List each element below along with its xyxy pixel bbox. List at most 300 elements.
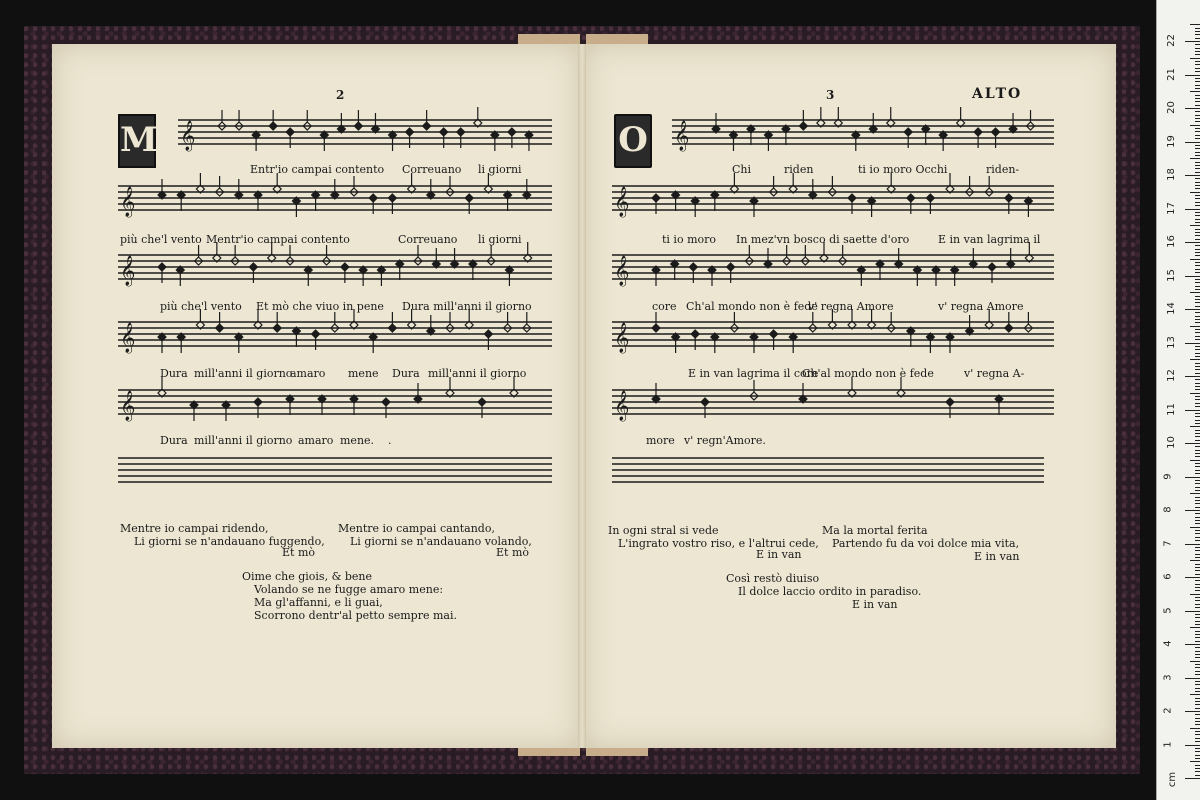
ruler-tick — [1195, 255, 1200, 256]
ruler-tick — [1190, 292, 1200, 293]
note-head — [770, 330, 778, 338]
verse-line: Li giorni se n'andauano volando, — [350, 535, 532, 548]
ruler-tick — [1195, 245, 1200, 246]
ruler-tick — [1195, 249, 1200, 250]
ruler-unit: cm — [1167, 771, 1179, 788]
ruler-tick — [1185, 142, 1200, 143]
lyric: mill'anni il giorno — [194, 367, 293, 380]
ruler-tick — [1195, 172, 1200, 173]
note-head — [689, 263, 697, 271]
verse-line: Mentre io campai cantando, — [338, 522, 495, 535]
note-head — [254, 398, 262, 406]
ruler-tick — [1190, 426, 1200, 427]
ruler-tick — [1195, 597, 1200, 598]
ruler-tick — [1195, 195, 1200, 196]
ruler-tick — [1195, 771, 1200, 772]
ruler-tick — [1195, 708, 1200, 709]
ruler-tick — [1195, 34, 1200, 35]
note-head — [369, 194, 377, 202]
staff — [612, 173, 1054, 218]
ruler-tick — [1195, 440, 1200, 441]
ruler-tick — [1195, 436, 1200, 437]
ruler-tick — [1195, 607, 1200, 608]
verse-line: L'ingrato vostro riso, e l'altrui cede, — [618, 537, 819, 550]
ruler-tick — [1195, 212, 1200, 213]
ruler-tick — [1195, 346, 1200, 347]
ruler-tick — [1195, 714, 1200, 715]
right-page-number: 3 — [826, 88, 835, 102]
note-head — [727, 263, 735, 271]
ruler-tick — [1185, 309, 1200, 310]
lyric: Correuano — [402, 163, 462, 176]
ruler-label: 18 — [1165, 168, 1177, 181]
ruler-label: 14 — [1165, 302, 1177, 315]
note-head — [388, 324, 396, 332]
lyric: Ch'al mondo non è fede — [802, 367, 934, 380]
ruler-tick — [1195, 48, 1200, 49]
ruler-tick — [1195, 319, 1200, 320]
ruler-tick — [1195, 168, 1200, 169]
ruler-tick — [1195, 688, 1200, 689]
ruler-tick — [1195, 332, 1200, 333]
ruler-tick — [1195, 520, 1200, 521]
ruler-tick — [1195, 182, 1200, 183]
clef-symbol: 𝄞 — [120, 187, 136, 217]
verse-line: Oime che giois, & bene — [242, 570, 372, 583]
lyric: Et mò che viuo in pene — [256, 300, 384, 313]
ruler-tick — [1195, 530, 1200, 531]
ruler-tick — [1195, 466, 1200, 467]
staff — [612, 242, 1054, 287]
ruler-tick — [1195, 272, 1200, 273]
staff — [612, 377, 1054, 422]
note-head — [974, 128, 982, 136]
note-head — [988, 263, 996, 271]
ruler-tick — [1190, 259, 1200, 260]
note-head — [1005, 194, 1013, 202]
ruler-tick — [1195, 386, 1200, 387]
ruler-tick — [1195, 775, 1200, 776]
note-head — [848, 194, 856, 202]
ruler-tick — [1195, 674, 1200, 675]
verse-line: Scorrono dentr'al petto sempre mai. — [254, 609, 457, 622]
lyric: v' regna Amore — [938, 300, 1024, 313]
ruler-tick — [1190, 158, 1200, 159]
decorated-initial-right: O — [614, 114, 652, 168]
lyric: ti io moro — [662, 233, 717, 246]
lyric: . — [388, 434, 392, 447]
ruler-tick — [1195, 641, 1200, 642]
note-head — [249, 263, 257, 271]
verse-line: Ma la mortal ferita — [822, 524, 928, 537]
lyric: amaro — [298, 434, 334, 447]
ruler-tick — [1195, 587, 1200, 588]
ruler-tick — [1195, 564, 1200, 565]
clef-symbol: 𝄞 — [614, 187, 630, 217]
ruler-tick — [1195, 51, 1200, 52]
verse-line: Volando se ne fugge amaro mene: — [254, 583, 444, 596]
ruler-tick — [1195, 95, 1200, 96]
staff — [118, 309, 552, 354]
ruler-tick — [1195, 570, 1200, 571]
ruler-tick — [1190, 393, 1200, 394]
ruler-tick — [1195, 296, 1200, 297]
note-head — [457, 128, 465, 136]
ruler-tick — [1195, 145, 1200, 146]
clef-symbol: 𝄞 — [120, 256, 136, 286]
ruler-tick — [1195, 450, 1200, 451]
ruler-tick — [1195, 671, 1200, 672]
ruler-tick — [1195, 202, 1200, 203]
lyric: E in van lagrima il core — [688, 367, 819, 380]
ruler-tick — [1185, 678, 1200, 679]
ruler-tick — [1195, 698, 1200, 699]
ruler-tick — [1195, 222, 1200, 223]
ruler-tick — [1195, 219, 1200, 220]
ruler-tick — [1195, 329, 1200, 330]
ruler-tick — [1195, 480, 1200, 481]
staff — [672, 107, 1054, 152]
lyric: core — [652, 300, 677, 313]
ruler-label: 8 — [1162, 506, 1174, 513]
ruler-tick — [1195, 128, 1200, 129]
decorated-initial-left: M — [118, 114, 156, 168]
lyric: Ch'al mondo non è fede — [686, 300, 818, 313]
lyric: more — [646, 434, 675, 447]
ruler-tick — [1195, 312, 1200, 313]
note-head — [508, 128, 516, 136]
note-head — [341, 263, 349, 271]
ruler-tick — [1185, 477, 1200, 478]
ruler-tick — [1195, 306, 1200, 307]
ruler-tick — [1195, 423, 1200, 424]
ruler-tick — [1195, 111, 1200, 112]
verse-line: Partendo fu da voi dolce mia vita, — [832, 537, 1020, 550]
ruler-tick — [1195, 433, 1200, 434]
ruler-tick — [1185, 376, 1200, 377]
ruler-tick — [1190, 694, 1200, 695]
ruler-tick — [1190, 326, 1200, 327]
ruler-tick — [1195, 85, 1200, 86]
ruler-tick — [1195, 731, 1200, 732]
ruler-tick — [1195, 81, 1200, 82]
clef-symbol: 𝄞 — [120, 323, 136, 353]
ruler-tick — [1195, 483, 1200, 484]
note-head — [406, 128, 414, 136]
note-head — [382, 398, 390, 406]
ruler-tick — [1195, 356, 1200, 357]
ruler-tick — [1195, 286, 1200, 287]
ruler-tick — [1190, 728, 1200, 729]
ruler-tick — [1195, 547, 1200, 548]
ruler-label: 13 — [1165, 335, 1177, 349]
ruler-tick — [1195, 617, 1200, 618]
ruler-tick — [1195, 557, 1200, 558]
ruler-tick — [1195, 188, 1200, 189]
clef-symbol: 𝄞 — [614, 256, 630, 286]
lyric: Chi — [732, 163, 752, 176]
ruler-tick — [1190, 627, 1200, 628]
ruler-tick — [1195, 624, 1200, 625]
lyric: Dura — [392, 367, 420, 380]
ruler-tick — [1190, 594, 1200, 595]
ruler-tick — [1190, 493, 1200, 494]
ruler-tick — [1195, 704, 1200, 705]
ruler-tick — [1195, 232, 1200, 233]
note-head — [926, 194, 934, 202]
ruler-tick — [1190, 58, 1200, 59]
ruler-tick — [1195, 336, 1200, 337]
ruler-tick — [1185, 644, 1200, 645]
lyric: li giorni — [478, 233, 522, 246]
verse-line: Così restò diuiso — [726, 572, 820, 585]
ruler-tick — [1195, 399, 1200, 400]
ruler-tick — [1190, 225, 1200, 226]
ruler-tick — [1195, 631, 1200, 632]
ruler-tick — [1195, 718, 1200, 719]
ruler-tick — [1190, 527, 1200, 528]
ruler-tick — [1195, 580, 1200, 581]
note-head — [478, 398, 486, 406]
ruler-tick — [1195, 755, 1200, 756]
ruler-label: 3 — [1162, 673, 1174, 681]
verse-line: Li giorni se n'andauano fuggendo, — [134, 535, 325, 548]
ruler-tick — [1195, 463, 1200, 464]
staff — [178, 107, 552, 152]
ruler-tick — [1185, 443, 1200, 444]
ruler-tick — [1195, 403, 1200, 404]
ruler-label: 7 — [1162, 539, 1174, 547]
note-head — [484, 330, 492, 338]
ruler-tick — [1195, 500, 1200, 501]
ruler-tick — [1195, 185, 1200, 186]
ruler-tick — [1195, 316, 1200, 317]
ruler-tick — [1185, 611, 1200, 612]
ruler-tick — [1195, 651, 1200, 652]
ruler-tick — [1190, 761, 1200, 762]
ruler-label: 15 — [1165, 268, 1177, 282]
ruler-label: 22 — [1165, 34, 1177, 47]
ruler-tick — [1195, 681, 1200, 682]
ruler-tick — [1195, 44, 1200, 45]
ruler-tick — [1195, 738, 1200, 739]
ruler-tick — [1195, 229, 1200, 230]
ruler-tick — [1190, 91, 1200, 92]
ruler-tick — [1195, 621, 1200, 622]
ruler-tick — [1195, 369, 1200, 370]
note-head — [691, 330, 699, 338]
ruler-tick — [1195, 684, 1200, 685]
ruler-tick — [1195, 215, 1200, 216]
lyric: Dura mill'anni il giorno — [402, 300, 532, 313]
ruler-tick — [1185, 510, 1200, 511]
lyric: amaro — [290, 367, 326, 380]
note-head — [652, 324, 660, 332]
ruler-tick — [1195, 353, 1200, 354]
ruler-tick — [1195, 379, 1200, 380]
ruler-label: 1 — [1162, 740, 1174, 748]
clef-symbol: 𝄞 — [674, 121, 690, 151]
ruler-tick — [1185, 209, 1200, 210]
ruler-tick — [1190, 192, 1200, 193]
verse-line: Ma gl'affanni, e li guai, — [254, 596, 383, 609]
ruler-tick — [1195, 765, 1200, 766]
ruler-tick — [1195, 406, 1200, 407]
ruler-tick — [1195, 105, 1200, 106]
staff — [612, 309, 1054, 354]
staff — [118, 377, 552, 422]
ruler-tick — [1195, 691, 1200, 692]
ruler-tick — [1195, 507, 1200, 508]
ruler-tick — [1195, 366, 1200, 367]
ruler-tick — [1195, 513, 1200, 514]
staff — [612, 458, 1044, 482]
ruler-tick — [1195, 71, 1200, 72]
note-head — [269, 122, 277, 130]
ruler-tick — [1195, 574, 1200, 575]
ruler-label: 4 — [1162, 640, 1174, 647]
measuring-ruler — [1156, 0, 1200, 800]
ruler-label: 20 — [1165, 101, 1177, 114]
ruler-tick — [1195, 54, 1200, 55]
ruler-tick — [1185, 410, 1200, 411]
ruler-tick — [1195, 647, 1200, 648]
ruler-tick — [1195, 121, 1200, 122]
ruler-tick — [1195, 517, 1200, 518]
ruler-tick — [1195, 473, 1200, 474]
ruler-tick — [1185, 778, 1200, 779]
ruler-tick — [1195, 322, 1200, 323]
ruler-tick — [1195, 453, 1200, 454]
ruler-tick — [1195, 416, 1200, 417]
ruler-tick — [1190, 24, 1200, 25]
verse-line: E in van — [756, 548, 802, 561]
ruler-tick — [1195, 302, 1200, 303]
ruler-tick — [1195, 550, 1200, 551]
ruler-tick — [1195, 667, 1200, 668]
ruler-label: 21 — [1165, 67, 1177, 81]
ruler-tick — [1190, 460, 1200, 461]
ruler-tick — [1185, 41, 1200, 42]
ruler-tick — [1185, 745, 1200, 746]
ruler-tick — [1195, 252, 1200, 253]
verse-line: In ogni stral si vede — [608, 524, 719, 537]
ruler-tick — [1195, 724, 1200, 725]
ruler-tick — [1195, 600, 1200, 601]
ruler-tick — [1185, 544, 1200, 545]
ruler-tick — [1195, 78, 1200, 79]
ruler-tick — [1195, 64, 1200, 65]
lyric: mene — [348, 367, 379, 380]
clef-symbol: 𝄞 — [120, 391, 136, 421]
ruler-label: 16 — [1165, 235, 1177, 248]
lyric: mill'anni il giorno — [194, 434, 293, 447]
ruler-tick — [1195, 339, 1200, 340]
lyric: In mez'vn bosco di saette d'oro — [736, 233, 910, 246]
verse-line: Et mò — [282, 546, 315, 559]
ruler-label: 11 — [1165, 402, 1177, 416]
ruler-tick — [1195, 758, 1200, 759]
ruler-tick — [1185, 175, 1200, 176]
note-head — [388, 194, 396, 202]
ruler-tick — [1195, 523, 1200, 524]
ruler-tick — [1195, 31, 1200, 32]
note-head — [286, 128, 294, 136]
lyric: Dura — [160, 434, 188, 447]
ruler-tick — [1195, 741, 1200, 742]
ruler-tick — [1195, 38, 1200, 39]
verse-line: Mentre io campai ridendo, — [120, 522, 269, 535]
lyric: mill'anni il giorno — [428, 367, 527, 380]
note-head — [158, 263, 166, 271]
ruler-tick — [1195, 162, 1200, 163]
ruler-tick — [1195, 701, 1200, 702]
note-head — [216, 324, 224, 332]
ruler-tick — [1190, 661, 1200, 662]
ruler-tick — [1195, 88, 1200, 89]
ruler-tick — [1185, 276, 1200, 277]
ruler-tick — [1195, 503, 1200, 504]
staff — [118, 242, 552, 287]
ruler-tick — [1195, 363, 1200, 364]
lyric: Entr'io campai contento — [250, 163, 385, 176]
ruler-label: 19 — [1165, 134, 1177, 148]
lyric: ti io moro Occhi — [858, 163, 948, 176]
verse-line: Il dolce laccio ordito in paradiso. — [738, 585, 922, 598]
ruler-tick — [1195, 279, 1200, 280]
ruler-tick — [1195, 138, 1200, 139]
ruler-tick — [1195, 584, 1200, 585]
lyric: mene. — [340, 434, 375, 447]
lyric: più che'l vento — [160, 300, 242, 313]
ruler-tick — [1195, 533, 1200, 534]
verse-line: Et mò — [496, 546, 529, 559]
ruler-tick — [1195, 637, 1200, 638]
ruler-tick — [1195, 235, 1200, 236]
ruler-tick — [1195, 131, 1200, 132]
ruler-tick — [1190, 359, 1200, 360]
ruler-tick — [1195, 282, 1200, 283]
ruler-tick — [1195, 751, 1200, 752]
lyric: riden- — [986, 163, 1020, 176]
note-head — [907, 194, 915, 202]
ruler-tick — [1195, 389, 1200, 390]
lyric: v' regna A- — [964, 367, 1025, 380]
ruler-tick — [1195, 604, 1200, 605]
ruler-tick — [1195, 537, 1200, 538]
ruler-label: 5 — [1162, 606, 1174, 614]
ruler-tick — [1195, 456, 1200, 457]
note-head — [904, 128, 912, 136]
lyric: v' regn'Amore. — [684, 434, 766, 447]
ruler-tick — [1195, 373, 1200, 374]
note-head — [354, 122, 362, 130]
ruler-tick — [1195, 269, 1200, 270]
ruler-tick — [1195, 413, 1200, 414]
ruler-tick — [1195, 98, 1200, 99]
ruler-tick — [1195, 265, 1200, 266]
verse-line: E in van — [974, 550, 1020, 563]
staff — [118, 173, 552, 218]
note-head — [992, 128, 1000, 136]
ruler-tick — [1195, 118, 1200, 119]
ruler-tick — [1195, 152, 1200, 153]
ruler-label: 9 — [1162, 472, 1174, 480]
lyric: Mentr'io campai contento — [206, 233, 350, 246]
ruler-tick — [1195, 68, 1200, 69]
note-head — [799, 122, 807, 130]
ruler-label: 6 — [1162, 573, 1174, 580]
